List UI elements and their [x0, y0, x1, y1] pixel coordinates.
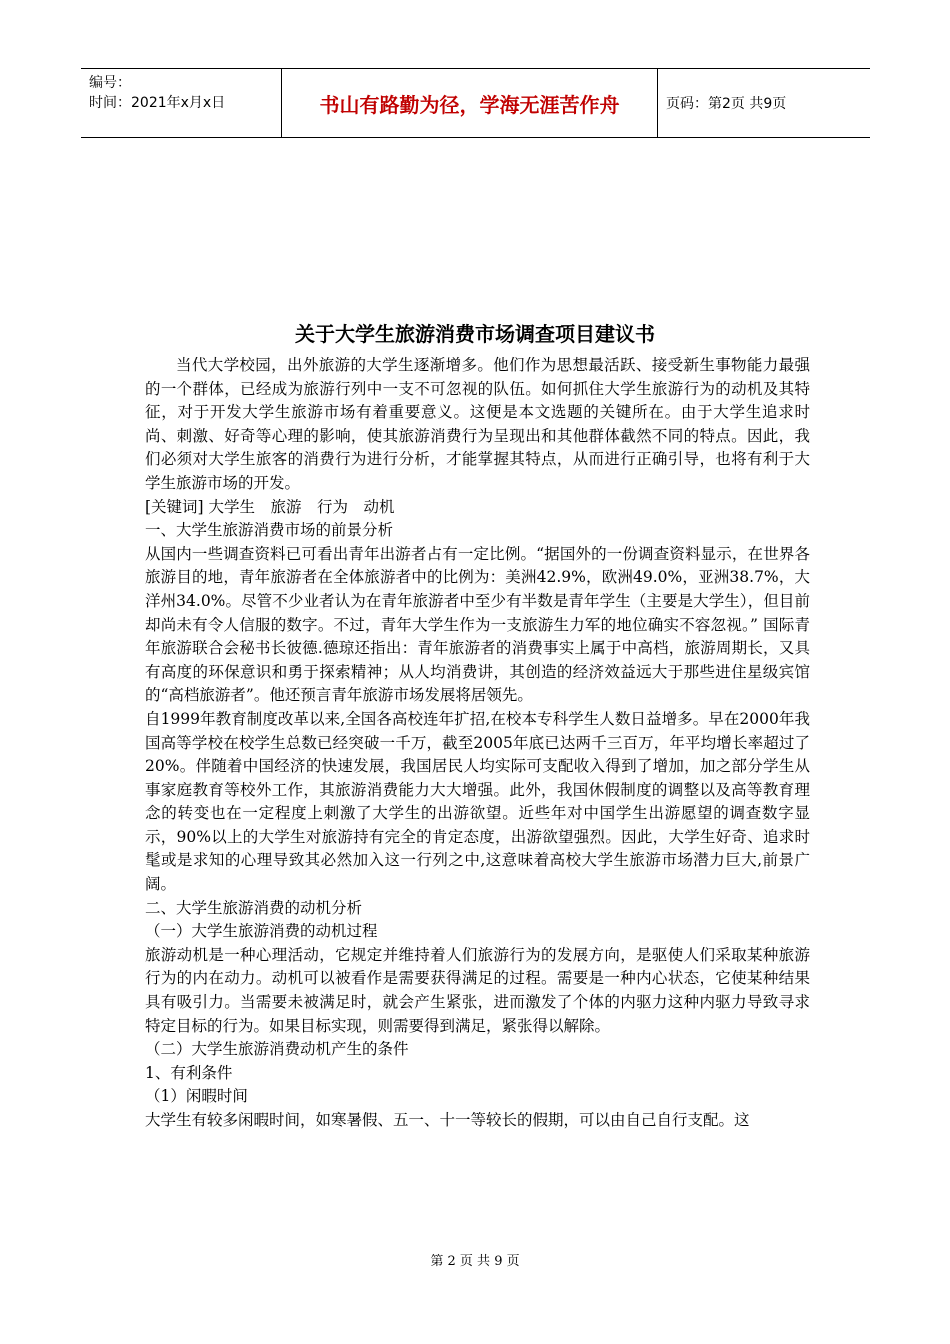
paragraph: 从国内一些调查资料已可看出青年出游者占有一定比例。“据国外的一份调查资料显示，在世界各旅游目的地，青年旅游者在全体旅游者中的比例为：美洲42.9%，欧洲49.0%，亚洲38.7%，大洋州34.0%。尽管不少业者认为在青年旅游者中至少有半数是青年学生（主要是大学生），但目前却尚未有令人信服的数字。不过，青年大学生作为一支旅游生力军的地位确实不容忽视。” 国际青年旅游联合会秘书长彼德.德琼还指出：青年旅游者的消费事实上属于中高档，旅游周期长，又具有高度的环保意识和勇于探索精神；从人均消费讲，其创造的经济效益远大于那些进住星级宾馆的“高档旅游者”。他还预言青年旅游市场发展将居领先。 [145, 544, 810, 705]
section-heading-2: 二、大学生旅游消费的动机分析 [145, 898, 363, 917]
header-motto: 书山有路勤为径，学海无涯苦作舟 [281, 69, 658, 137]
paragraph-intro: 当代大学校园，出外旅游的大学生逐渐增多。他们作为思想最活跃、接受新生事物能力最强的一个群体，已经成为旅游行列中一支不可忽视的队伍。如何抓住大学生旅游行为的动机及其特征，对于开发大学生旅游市场有着重要意义。这便是本文选题的关键所在。由于大学生追求时尚、刺激、好奇等心理的影响，使其旅游消费行为呈现出和其他群体截然不同的特点。因此，我们必须对大学生旅客的消费行为进行分析，才能掌握其特点，从而进行正确引导，也将有利于大学生旅游市场的开发。 [145, 356, 810, 492]
document-title: 关于大学生旅游消费市场调查项目建议书 [295, 322, 655, 346]
time-label: 时间：2021年x月x日 [89, 95, 226, 111]
subsection-heading: （二）大学生旅游消费动机产生的条件 [145, 1040, 409, 1059]
number-label: 编号： [89, 75, 131, 91]
header-meta [81, 69, 281, 137]
page-header [81, 68, 870, 138]
list-subheading: （1）闲暇时间 [145, 1087, 248, 1106]
document-body [145, 354, 810, 1133]
header-page-info: 页码：第2页 共9页 [666, 96, 787, 112]
list-heading: 1、有利条件 [145, 1063, 233, 1082]
keywords: [关键词] 大学生 旅游 行为 动机 [145, 497, 395, 516]
section-heading-1: 一、大学生旅游消费市场的前景分析 [145, 521, 394, 540]
subsection-heading: （一）大学生旅游消费的动机过程 [145, 922, 378, 941]
paragraph: 自1999年教育制度改革以来,全国各高校连年扩招,在校本专科学生人数日益增多。早在2000年我国高等学校在校学生总数已经突破一千万，截至2005年底已达两千三百万，年平均增长率超过了20%。伴随着中国经济的快速发展，我国居民人均实际可支配收入得到了增加，加之部分学生从事家庭教育等校外工作，其旅游消费能力大大增强。此外，我国休假制度的调整以及高等教育理念的转变也在一定程度上刺激了大学生的出游欲望。近些年对中国学生出游愿望的调查数字显示，90%以上的大学生对旅游持有完全的肯定态度，出游欲望强烈。因此，大学生好奇、追求时髦或是求知的心理导致其必然加入这一行列之中,这意味着高校大学生旅游市场潜力巨大,前景广阔。 [145, 709, 810, 894]
paragraph: 大学生有较多闲暇时间，如寒暑假、五一、十一等较长的假期，可以由自己自行支配。这 [145, 1111, 750, 1129]
page-footer: 第 2 页 共 9 页 [430, 1254, 520, 1269]
paragraph: 旅游动机是一种心理活动，它规定并维持着人们旅游行为的发展方向，是驱使人们采取某种旅游行为的内在动力。动机可以被看作是需要获得满足的过程。需要是一种内心状态，它使某种结果具有吸引力。当需要未被满足时，就会产生紧张，进而激发了个体的内驱力这种内驱力导致寻求特定目标的行为。如果目标实现，则需要得到满足，紧张得以解除。 [145, 945, 810, 1035]
